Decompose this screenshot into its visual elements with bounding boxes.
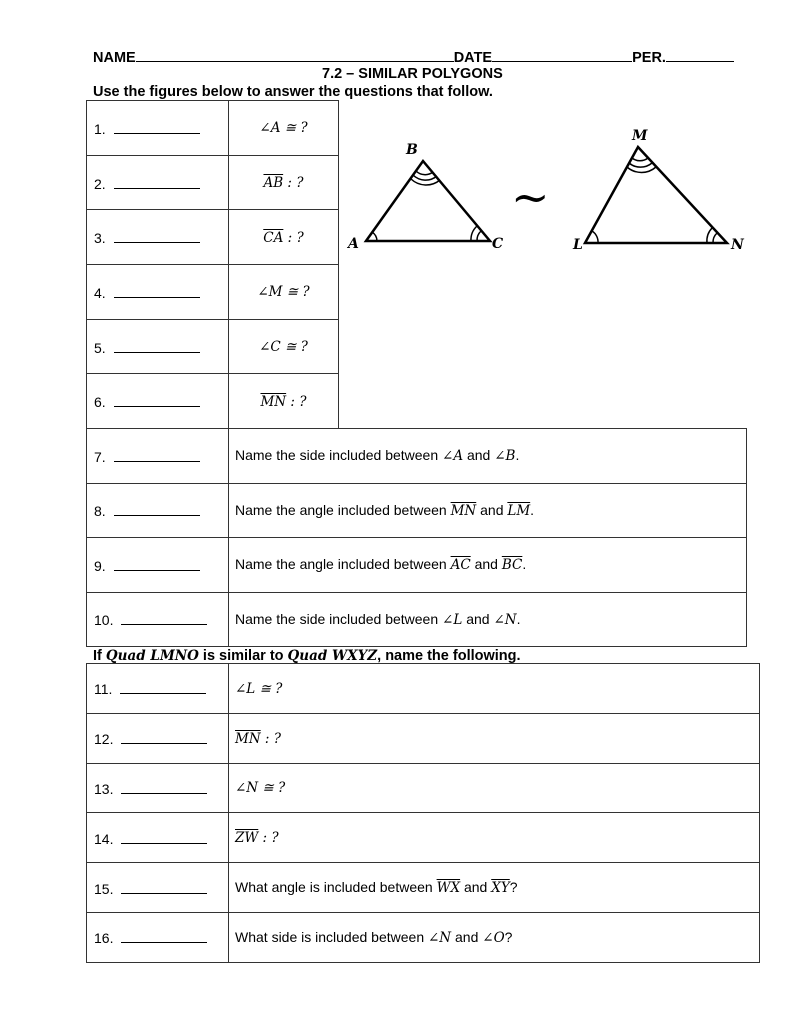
question-prompt-cell <box>229 763 760 813</box>
question-prompt-cell <box>229 155 339 210</box>
question-row <box>87 863 760 913</box>
question-prompt-cell <box>229 592 747 647</box>
question-number: 10. <box>94 612 114 629</box>
question-number: 16. <box>94 930 114 947</box>
answer-blank[interactable] <box>121 610 207 625</box>
segment-label: $\overline{MN}$ <box>235 730 261 747</box>
question-number: 14. <box>94 830 114 847</box>
question-row <box>87 265 339 320</box>
vertex-label-l: L <box>573 237 583 253</box>
question-number: 12. <box>94 731 114 748</box>
segment-label: $\overline{MN}$ <box>450 502 477 519</box>
quad-wxyz: Quad WXYZ <box>287 648 378 664</box>
question-text: . <box>515 447 520 464</box>
answer-blank[interactable] <box>114 556 200 571</box>
question-number-cell <box>87 210 229 265</box>
angle-label: ∠A <box>442 448 464 465</box>
question-prompt-cell <box>229 483 747 538</box>
date-label: DATE <box>453 50 493 66</box>
angle-label: ∠N <box>428 929 452 946</box>
question-number: 4. <box>94 284 106 301</box>
question-prompt-cell <box>229 863 760 913</box>
triangle-lmn <box>585 147 727 243</box>
question-prompt-cell <box>229 210 339 265</box>
question-prompt-cell <box>229 538 747 593</box>
question-prompt-cell <box>229 374 339 429</box>
question-row <box>87 374 339 429</box>
question-prompt: ∠C ≅ ? <box>259 339 308 356</box>
answer-blank[interactable] <box>121 729 207 744</box>
question-row <box>87 155 339 210</box>
answer-blank[interactable] <box>121 779 207 794</box>
question-number: 9. <box>94 557 106 574</box>
question-number-cell <box>87 813 229 863</box>
segment-label: $\overline{XY}$ <box>491 880 510 897</box>
question-prompt-cell <box>229 429 747 484</box>
answer-blank[interactable] <box>114 338 200 353</box>
name-label: NAME <box>93 50 136 66</box>
answer-blank[interactable] <box>120 679 206 694</box>
vertex-label-c: C <box>492 236 504 252</box>
question-text: Name the angle included between <box>235 556 451 573</box>
similar-triangles-figure <box>340 125 780 285</box>
question-prompt-cell <box>229 319 339 374</box>
question-number: 15. <box>94 880 114 897</box>
segment-label: $\overline{AB}$ <box>263 175 284 192</box>
vertex-label-a: A <box>348 236 359 252</box>
question-prompt-cell <box>229 713 760 763</box>
question-prompt-cell <box>229 265 339 320</box>
vertex-label-n: N <box>731 237 744 253</box>
name-line <box>93 48 734 66</box>
question-number-cell <box>87 592 229 647</box>
questions-table-1 <box>86 100 339 429</box>
segment-label: $\overline{AC}$ <box>450 557 471 574</box>
date-field[interactable] <box>492 48 632 62</box>
question-prompt: ∠A ≅ ? <box>259 120 308 137</box>
triangle-abc <box>366 161 490 241</box>
question-text: and <box>462 610 494 627</box>
questions-table-3 <box>86 663 760 963</box>
question-row <box>87 319 339 374</box>
question-prompt-cell <box>229 101 339 156</box>
question-prompt: : ? <box>283 175 304 192</box>
question-number: 8. <box>94 503 106 520</box>
question-number-cell <box>87 912 229 962</box>
question-prompt: : ? <box>260 730 282 747</box>
question-number-cell <box>87 713 229 763</box>
question-row <box>87 813 760 863</box>
questions-table-2 <box>86 428 747 647</box>
question-number-cell <box>87 319 229 374</box>
question-text: . <box>516 610 521 627</box>
quad-lmno: Quad LMNO <box>105 648 199 664</box>
answer-blank[interactable] <box>114 501 200 516</box>
answer-blank[interactable] <box>114 119 200 134</box>
name-field[interactable] <box>136 48 454 62</box>
question-row <box>87 538 747 593</box>
question-number: 6. <box>94 394 106 411</box>
question-number: 3. <box>94 230 106 247</box>
question-row <box>87 429 747 484</box>
question-number: 5. <box>94 339 106 356</box>
question-number-cell <box>87 483 229 538</box>
question-row <box>87 912 760 962</box>
question-prompt: ∠M ≅ ? <box>257 284 310 301</box>
question-number-cell <box>87 538 229 593</box>
question-text: and <box>470 556 502 573</box>
segment-label: $\overline{WX}$ <box>436 880 461 897</box>
question-row <box>87 592 747 647</box>
question-row <box>87 483 747 538</box>
angle-label: ∠N <box>493 611 517 628</box>
vertex-label-b: B <box>406 142 418 158</box>
segment-label: $\overline{CA}$ <box>263 229 284 246</box>
question-prompt-cell <box>229 912 760 962</box>
question-row <box>87 101 339 156</box>
question-prompt: : ? <box>258 830 279 847</box>
question-prompt: : ? <box>286 393 307 410</box>
question-text: . <box>522 556 527 573</box>
question-text: and <box>476 501 508 518</box>
question-text: and <box>463 447 495 464</box>
question-number: 13. <box>94 780 114 797</box>
question-number-cell <box>87 429 229 484</box>
question-prompt: : ? <box>283 229 304 246</box>
instructions: Use the figures below to answer the questions that follow. <box>93 84 493 100</box>
question-number: 1. <box>94 120 106 137</box>
answer-blank[interactable] <box>114 174 200 189</box>
answer-blank[interactable] <box>114 392 200 407</box>
per-label: PER. <box>632 50 666 66</box>
answer-blank[interactable] <box>114 283 200 298</box>
question-row <box>87 713 760 763</box>
question-number: 7. <box>94 448 106 465</box>
segment-label: $\overline{LM}$ <box>507 502 531 519</box>
question-row <box>87 210 339 265</box>
vertex-label-m: M <box>632 128 648 144</box>
question-prompt: ∠N ≅ ? <box>235 780 286 797</box>
question-prompt-cell <box>229 664 760 714</box>
angle-label: ∠L <box>442 611 463 628</box>
question-number-cell <box>87 763 229 813</box>
question-number-cell <box>87 101 229 156</box>
question-row <box>87 763 760 813</box>
angle-label: ∠O <box>482 929 505 946</box>
question-text: What side is included between <box>235 928 428 945</box>
question-text: ? <box>509 879 518 896</box>
question-text: ? <box>504 928 513 945</box>
per-field[interactable] <box>666 48 734 62</box>
question-number: 11. <box>94 681 113 698</box>
page-title: 7.2 – SIMILAR POLYGONS <box>322 66 503 82</box>
question-number: 2. <box>94 175 106 192</box>
angle-mark-l <box>592 231 598 243</box>
question-text: What angle is included between <box>235 879 437 896</box>
quad-heading: If Quad LMNO is similar to Quad WXYZ, name the following. <box>93 648 521 664</box>
question-number-cell <box>87 374 229 429</box>
answer-blank[interactable] <box>114 447 200 462</box>
question-text: Name the side included between <box>235 610 443 627</box>
segment-label: $\overline{BC}$ <box>501 557 523 574</box>
question-text: and <box>451 928 483 945</box>
question-prompt-cell <box>229 813 760 863</box>
angle-mark-a <box>372 232 377 241</box>
answer-blank[interactable] <box>121 879 207 894</box>
answer-blank[interactable] <box>121 829 207 844</box>
question-row <box>87 664 760 714</box>
question-number-cell <box>87 664 229 714</box>
angle-label: ∠B <box>494 448 516 465</box>
question-text: and <box>460 879 492 896</box>
question-text: Name the angle included between <box>235 501 451 518</box>
similar-symbol: ~ <box>511 170 550 224</box>
question-text: . <box>530 501 535 518</box>
answer-blank[interactable] <box>121 928 207 943</box>
answer-blank[interactable] <box>114 228 200 243</box>
question-number-cell <box>87 265 229 320</box>
segment-label: $\overline{MN}$ <box>260 393 287 410</box>
question-number-cell <box>87 863 229 913</box>
question-text: Name the side included between <box>235 447 443 464</box>
segment-label: $\overline{ZW}$ <box>235 830 259 847</box>
question-number-cell <box>87 155 229 210</box>
question-prompt: ∠L ≅ ? <box>235 680 283 697</box>
